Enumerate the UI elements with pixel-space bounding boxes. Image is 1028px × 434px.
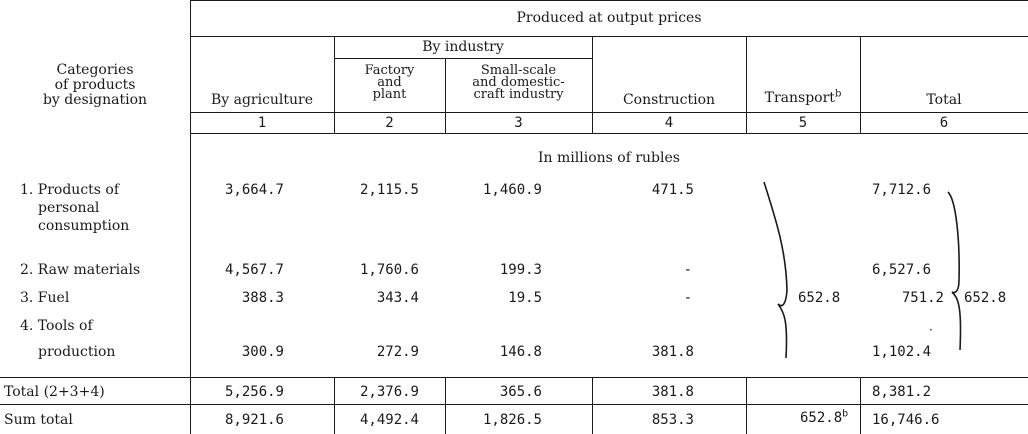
header-categories-3: by designation: [42, 92, 148, 108]
row2-c1: 4,567.7: [224, 262, 284, 278]
row2-c2: 1,760.6: [359, 262, 419, 278]
row4-c4: 381.8: [651, 344, 694, 360]
subtotal-c6: 8,381.2: [872, 384, 932, 400]
row1-c2: 2,115.5: [359, 182, 419, 198]
colnum-3: 3: [514, 115, 523, 131]
stray-dot: ·: [929, 323, 933, 337]
rule-produced: [190, 36, 1028, 37]
row4-label-1: 4. Tools of: [20, 318, 93, 334]
header-col3-2: and domestic-: [472, 75, 565, 90]
row2-c6: 6,527.6: [872, 262, 932, 278]
header-col5-sup: b: [834, 88, 842, 100]
header-col2-2: and: [377, 75, 402, 90]
rule-top: [190, 0, 1028, 1]
header-categories-2: of products: [54, 77, 136, 93]
row4-c2: 272.9: [376, 344, 419, 360]
unit-label: In millions of rubles: [538, 150, 680, 166]
colnum-5: 5: [798, 115, 808, 131]
row4-c3: 146.8: [499, 344, 542, 360]
header-col3-3: craft industry: [473, 87, 564, 102]
sumtotal-c4: 853.3: [651, 412, 694, 428]
sumtotal-c3: 1,826.5: [482, 412, 542, 428]
colnum-4: 4: [664, 115, 674, 131]
total-brace-value: 652.8: [964, 290, 1007, 306]
row3-c4: -: [683, 290, 692, 306]
row1-label-3: consumption: [38, 218, 130, 234]
sumtotal-label: Sum total: [4, 412, 73, 428]
rule-before-subtotal: [0, 377, 1028, 378]
colnum-1: 1: [257, 115, 267, 131]
colnum-6: 6: [939, 115, 949, 131]
row4-label-2: production: [38, 344, 116, 360]
row3-c2: 343.4: [376, 290, 419, 306]
row1-label-1: 1. Products of: [20, 182, 120, 198]
header-col2-3: plant: [372, 87, 407, 102]
header-col5-text: Transport: [764, 90, 835, 106]
header-col5: [746, 90, 860, 106]
row3-c6: 751.2: [901, 290, 944, 306]
rule-by-industry: [334, 58, 592, 59]
sumtotal-c5-sup: b: [842, 408, 849, 420]
row1-c4: 471.5: [651, 182, 694, 198]
header-col3-1: Small-scale: [480, 63, 557, 78]
row3-c3: 19.5: [508, 290, 542, 306]
row3-label: 3. Fuel: [20, 290, 70, 306]
row3-c1: 388.3: [241, 290, 284, 306]
subtotal-label: Total (2+3+4): [4, 384, 105, 400]
row2-c4: -: [683, 262, 692, 278]
sumtotal-c6: 16,746.6: [872, 412, 940, 428]
row1-c3: 1,460.9: [482, 182, 542, 198]
subtotal-c3: 365.6: [499, 384, 542, 400]
vrule-5b: [860, 377, 861, 434]
header-produced: Produced at output prices: [516, 10, 702, 26]
header-col2-1: Factory: [364, 63, 415, 78]
colnum-2: 2: [385, 115, 394, 131]
subtotal-c4: 381.8: [651, 384, 694, 400]
total-brace-icon: [940, 180, 970, 360]
header-categories-1: Categories: [56, 62, 134, 78]
header-by-industry: By industry: [422, 39, 504, 55]
row4-c6: 1,102.4: [872, 344, 932, 360]
row1-c6: 7,712.6: [872, 182, 932, 198]
header-col1: By agriculture: [210, 92, 314, 108]
row2-label: 2. Raw materials: [20, 262, 141, 278]
sumtotal-c1: 8,921.6: [224, 412, 284, 428]
transport-brace-icon: [760, 180, 796, 360]
rule-numbers: [190, 133, 1028, 134]
rule-before-sumtotal: [0, 404, 1028, 405]
sumtotal-c5: [800, 410, 848, 426]
transport-value: 652.8: [798, 290, 841, 306]
row1-label-2: personal: [38, 200, 100, 216]
vrule-4b: [746, 377, 747, 434]
row1-c1: 3,664.7: [224, 182, 284, 198]
vrule-stub: [190, 0, 191, 434]
sumtotal-c5-value: 652.8: [800, 410, 843, 426]
subtotal-c1: 5,256.9: [224, 384, 284, 400]
row2-c3: 199.3: [499, 262, 542, 278]
rule-header-bottom: [190, 112, 1028, 113]
header-col6: Total: [926, 92, 962, 108]
sumtotal-c2: 4,492.4: [359, 412, 419, 428]
subtotal-c2: 2,376.9: [359, 384, 419, 400]
header-col4: Construction: [622, 92, 716, 108]
row4-c1: 300.9: [241, 344, 284, 360]
